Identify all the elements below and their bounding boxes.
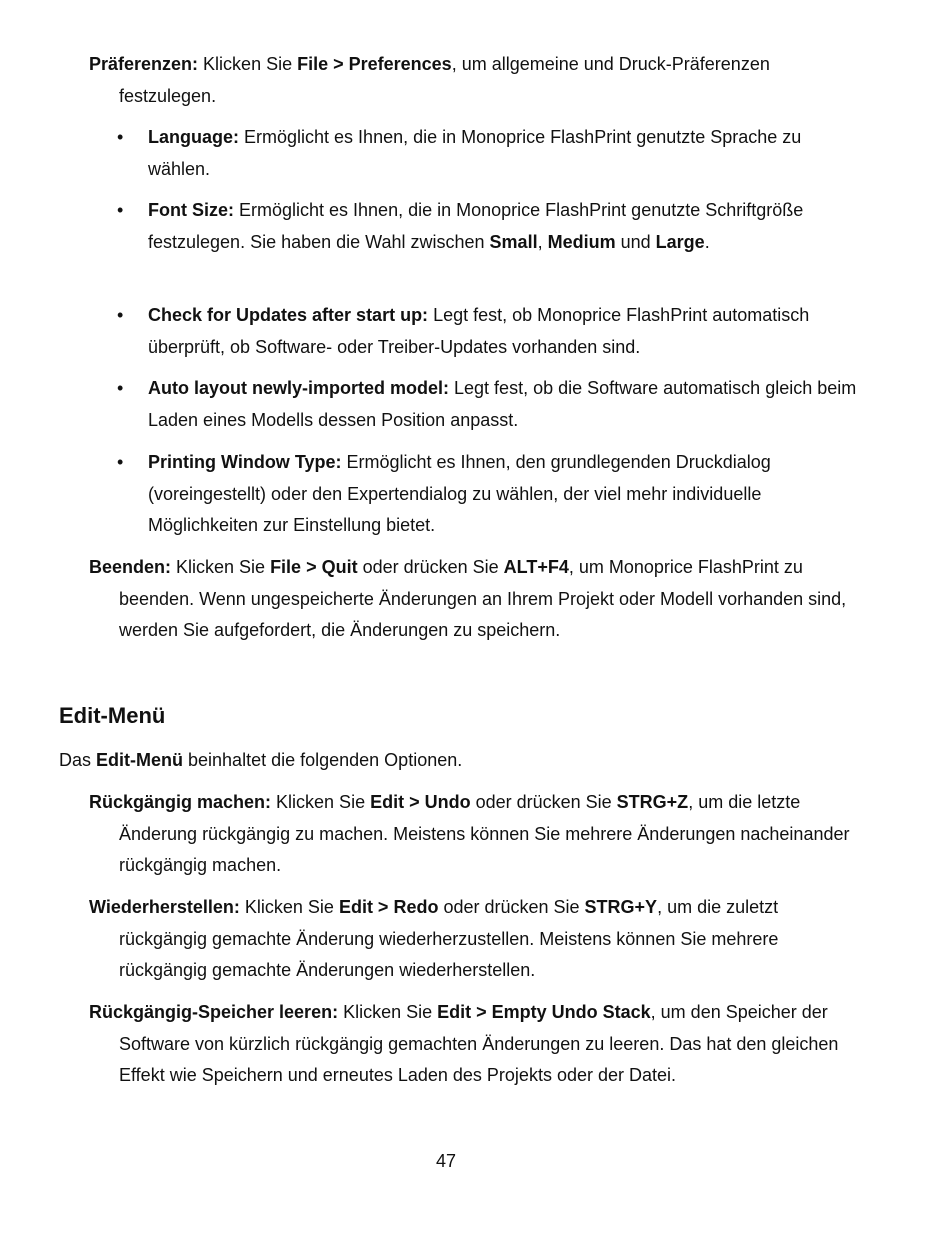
clear-undo-paragraph: Rückgängig-Speicher leeren: Klicken Sie Edit > Empty Undo Stack, um den Speicher der Software von kürzlich rückgängig gemachten Änderungen zu leeren. Das hat den gleichen Effekt wie Speichern und erneutes Laden des Projekts oder der Datei.: [89, 1002, 839, 1085]
bullet-icon: •: [117, 378, 124, 398]
bullet-item-printing-window-type: • Printing Window Type: Ermöglicht es Ihnen, den grundlegenden Druckdialog (voreingestellt) oder den Expertendialog zu wählen, der viel mehr individuelle Möglichkeiten zur Einstellung bietet.: [117, 447, 868, 542]
bullet-item-language: • Language: Ermöglicht es Ihnen, die in Monoprice FlashPrint genutzte Sprache zu wählen.: [117, 122, 868, 185]
redo-term: Wiederherstellen:: [89, 897, 240, 917]
undo-paragraph: Rückgängig machen: Klicken Sie Edit > Undo oder drücken Sie STRG+Z, um die letzte Änderung rückgängig zu machen. Meistens können Sie mehrere Änderungen nacheinander rückgängig machen.: [89, 792, 850, 875]
bullet-item-font-size: • Font Size: Ermöglicht es Ihnen, die in Monoprice FlashPrint genutzte Schriftgröße festzulegen. Sie haben die Wahl zwischen Small, Medium und Large.: [117, 195, 868, 258]
bullet-item-auto-layout: • Auto layout newly-imported model: Legt fest, ob die Software automatisch gleich beim Laden eines Modells dessen Position anpasst.: [117, 373, 868, 436]
quit-term: Beenden:: [89, 557, 172, 577]
page-number: 47: [435, 1151, 457, 1171]
edit-intro: Das Edit-Menü beinhaltet die folgenden Optionen.: [59, 750, 463, 770]
quit-paragraph: Beenden: Klicken Sie File > Quit oder drücken Sie ALT+F4, um Monoprice FlashPrint zu beenden. Wenn ungespeicherte Änderungen an Ihrem Projekt oder Modell vorhanden sind, werden Sie aufgefordert, die Änderungen zu speichern.: [89, 557, 847, 640]
bullet-item-check-updates: • Check for Updates after start up: Legt fest, ob Monoprice FlashPrint automatisch überprüft, ob Software- oder Treiber-Updates vorhanden sind.: [117, 300, 868, 363]
bullet-icon: •: [117, 305, 124, 325]
preferences-term: Präferenzen:: [89, 54, 199, 74]
edit-menu-heading: Edit-Menü: [59, 703, 166, 728]
bullet-icon: •: [117, 452, 124, 472]
preferences-paragraph: Präferenzen: Klicken Sie File > Preferences, um allgemeine und Druck-Präferenzen festzulegen.: [89, 54, 770, 106]
bullet-icon: •: [117, 200, 124, 220]
undo-term: Rückgängig machen:: [89, 792, 272, 812]
clear-undo-term: Rückgängig-Speicher leeren:: [89, 1002, 339, 1022]
preferences-menu-path: File > Preferences: [297, 54, 452, 74]
redo-paragraph: Wiederherstellen: Klicken Sie Edit > Redo oder drücken Sie STRG+Y, um die zuletzt rückgängig gemachte Änderung wiederherzustellen. Meistens können Sie mehrere rückgängig gemachte Änderungen wiederherstellen.: [89, 897, 779, 980]
bullet-icon: •: [117, 127, 124, 147]
